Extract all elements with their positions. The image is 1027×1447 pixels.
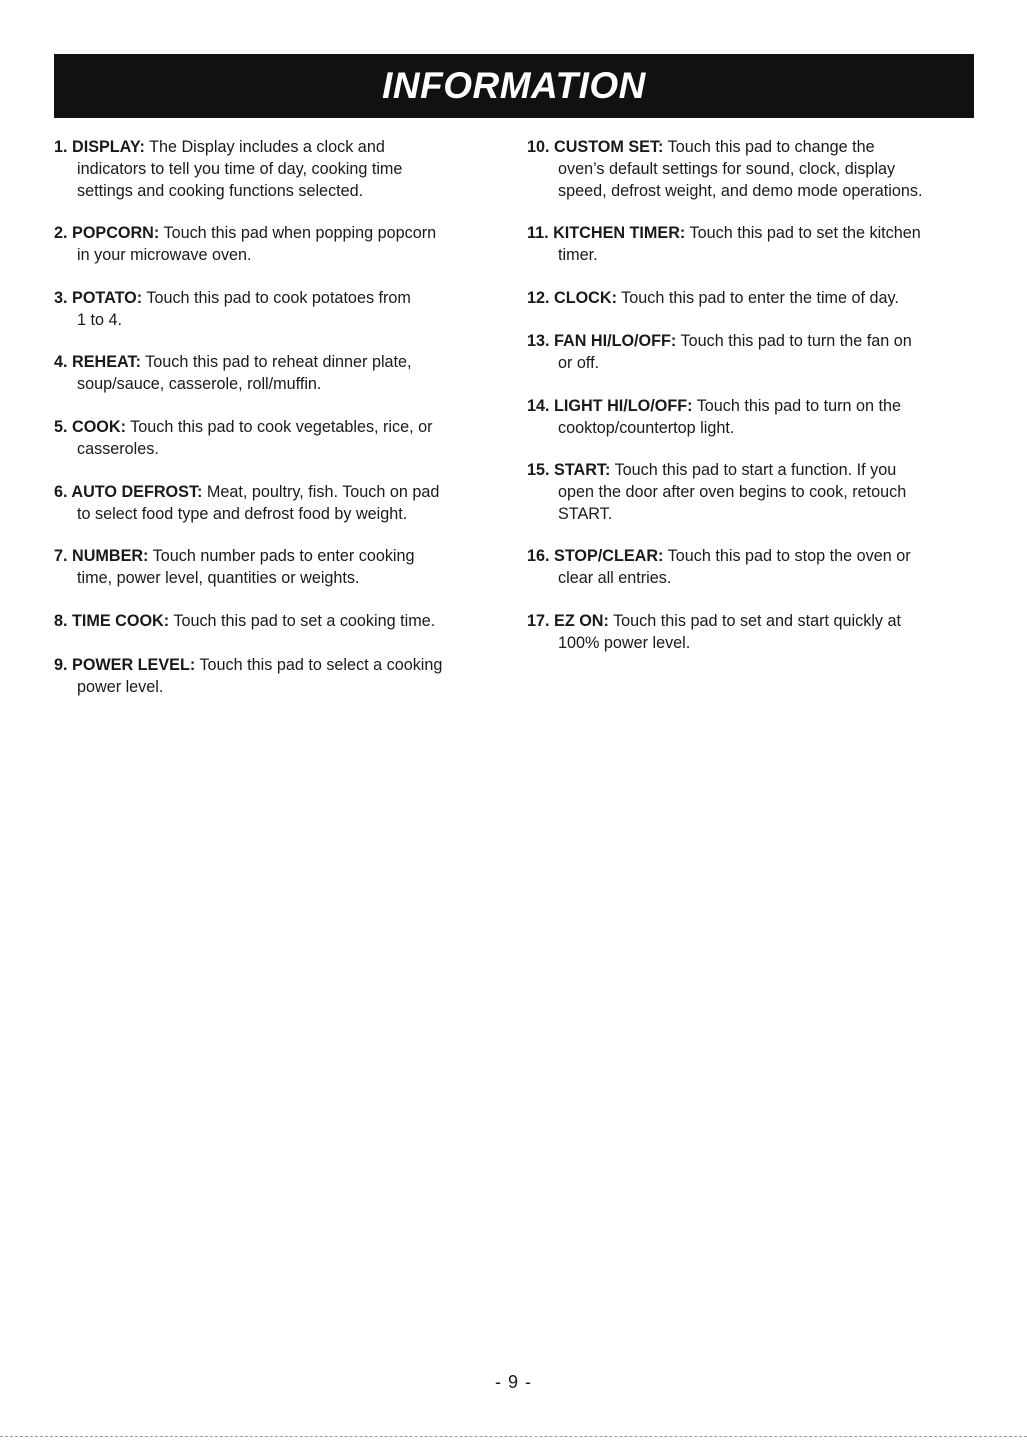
item-text: indicators to tell you time of day, cooking time xyxy=(77,160,403,178)
item-text: or off. xyxy=(558,354,600,372)
item-number: 16. xyxy=(527,547,550,565)
list-item-power-level xyxy=(54,654,504,698)
section-banner xyxy=(54,54,974,118)
item-label: NUMBER: xyxy=(72,547,149,565)
item-text: cooktop/countertop light. xyxy=(558,419,735,437)
item-number: 13. xyxy=(527,332,550,350)
item-text: Touch this pad when popping popcorn xyxy=(159,224,437,242)
item-number: 1. xyxy=(54,138,68,156)
list-item-fan xyxy=(527,330,977,374)
item-number: 15. xyxy=(527,461,550,479)
list-item-number xyxy=(54,545,504,589)
item-text: Touch this pad to reheat dinner plate, xyxy=(140,353,412,371)
list-item-clock xyxy=(527,287,977,309)
list-item-time-cook xyxy=(54,610,504,632)
item-number: 4. xyxy=(54,353,68,371)
item-label: LIGHT HI/LO/OFF: xyxy=(554,397,693,415)
list-item-custom-set xyxy=(527,136,977,202)
item-number: 17. xyxy=(527,612,550,630)
item-text: Touch this pad to set the kitchen xyxy=(685,224,921,242)
item-label: DISPLAY: xyxy=(72,138,145,156)
item-label: STOP/CLEAR: xyxy=(554,547,664,565)
item-label: EZ ON: xyxy=(554,612,609,630)
item-number: 8. xyxy=(54,612,68,630)
item-text: Meat, poultry, fish. Touch on pad xyxy=(202,483,440,501)
item-text: 1 to 4. xyxy=(77,311,122,329)
list-item-light xyxy=(527,395,977,439)
item-text: The Display includes a clock and xyxy=(144,138,385,156)
item-text: to select food type and defrost food by weight. xyxy=(77,505,408,523)
list-item-stop-clear xyxy=(527,545,977,589)
list-item-ez-on xyxy=(527,610,977,654)
list-item-cook xyxy=(54,416,504,460)
item-text: oven’s default settings for sound, clock, display xyxy=(558,160,896,178)
list-item-kitchen-timer xyxy=(527,222,977,266)
item-label: POWER LEVEL: xyxy=(72,656,196,674)
item-text: clear all entries. xyxy=(558,569,672,587)
item-text: Touch this pad to start a function. If you xyxy=(610,461,897,479)
list-item-auto-defrost xyxy=(54,481,504,525)
item-text: Touch this pad to cook potatoes from xyxy=(142,289,411,307)
item-label: KITCHEN TIMER: xyxy=(553,224,686,242)
item-label: REHEAT: xyxy=(72,353,141,371)
item-text: settings and cooking functions selected. xyxy=(77,182,364,200)
item-text: Touch this pad to set and start quickly at xyxy=(608,612,902,630)
item-text: Touch this pad to cook vegetables, rice, or xyxy=(125,418,433,436)
list-item-start xyxy=(527,459,977,525)
item-label: COOK: xyxy=(72,418,126,436)
item-text: soup/sauce, casserole, roll/muffin. xyxy=(77,375,322,393)
item-number: 6. xyxy=(54,483,68,501)
item-number: 9. xyxy=(54,656,68,674)
section-title: INFORMATION xyxy=(382,65,646,106)
item-label: START: xyxy=(554,461,611,479)
item-text: in your microwave oven. xyxy=(77,246,252,264)
item-text: power level. xyxy=(77,678,164,696)
item-text: Touch this pad to turn on the xyxy=(692,397,901,415)
item-label: FAN HI/LO/OFF: xyxy=(554,332,677,350)
page-number: - 9 - xyxy=(494,1372,532,1392)
item-text: Touch this pad to enter the time of day. xyxy=(616,289,899,307)
item-text: 100% power level. xyxy=(558,634,691,652)
item-text: Touch this pad to select a cooking xyxy=(195,656,443,674)
item-text: Touch this pad to turn the fan on xyxy=(676,332,912,350)
item-text: Touch number pads to enter cooking xyxy=(148,547,415,565)
item-text: time, power level, quantities or weights. xyxy=(77,569,360,587)
item-number: 3. xyxy=(54,289,68,307)
bottom-divider xyxy=(0,1436,1027,1437)
item-label: TIME COOK: xyxy=(72,612,170,630)
item-number: 14. xyxy=(527,397,550,415)
item-text: START. xyxy=(558,505,613,523)
list-item-popcorn xyxy=(54,222,504,266)
item-text: Touch this pad to change the xyxy=(663,138,875,156)
item-label: POPCORN: xyxy=(72,224,160,242)
item-text: Touch this pad to set a cooking time. xyxy=(169,612,436,630)
item-text: open the door after oven begins to cook, retouch xyxy=(558,483,907,501)
item-text: speed, defrost weight, and demo mode operations. xyxy=(558,182,923,200)
item-label: CLOCK: xyxy=(554,289,617,307)
list-item-display xyxy=(54,136,504,202)
item-number: 2. xyxy=(54,224,68,242)
item-number: 10. xyxy=(527,138,550,156)
item-label: AUTO DEFROST: xyxy=(71,483,203,501)
item-number: 5. xyxy=(54,418,68,436)
item-number: 11. xyxy=(527,224,549,242)
item-number: 7. xyxy=(54,547,68,565)
item-text: Touch this pad to stop the oven or xyxy=(663,547,911,565)
item-number: 12. xyxy=(527,289,550,307)
item-text: casseroles. xyxy=(77,440,159,458)
item-label: POTATO: xyxy=(72,289,143,307)
item-text: timer. xyxy=(558,246,598,264)
item-label: CUSTOM SET: xyxy=(554,138,664,156)
list-item-potato xyxy=(54,287,504,331)
list-item-reheat xyxy=(54,351,504,395)
